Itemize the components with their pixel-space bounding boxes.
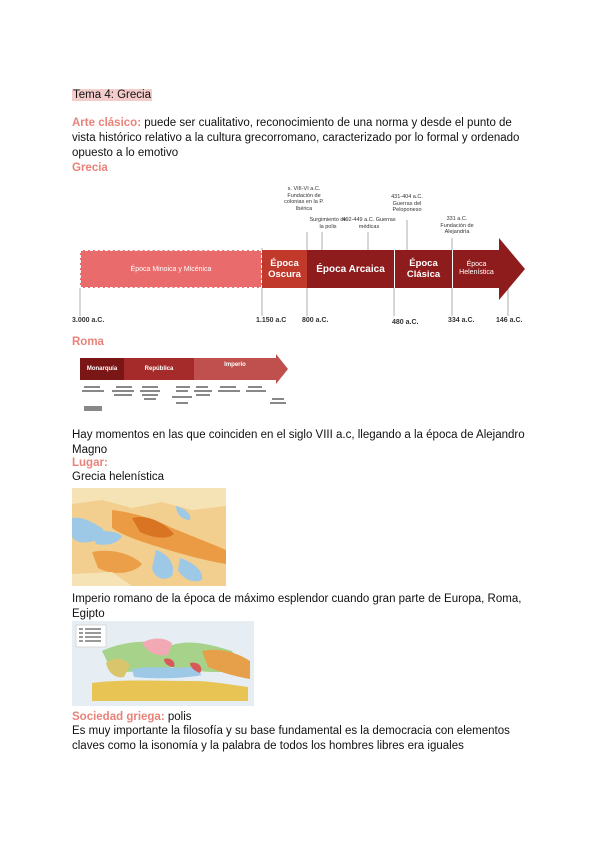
segment-dark-age (262, 250, 307, 288)
society-paragraph: Es muy importante la filosofía y su base fundamental es la democracia con elementos claves como la isonomía y la palabra de todos los hombres libres era iguales (72, 725, 510, 752)
rome-timeline (72, 354, 292, 419)
segment-minoan (80, 250, 262, 288)
date-3000: 3.000 a.C. (72, 317, 105, 324)
rome-label: Roma (72, 336, 104, 348)
rome-arrow-head (276, 354, 288, 384)
place-label: Lugar: (72, 457, 108, 469)
date-1150: 1.150 a.C (256, 317, 287, 324)
segment-hellenistic (452, 250, 500, 288)
segment-classical-label: Época Clásica (406, 258, 441, 280)
rome-segment-monarchy-label: Monarquía (86, 366, 118, 372)
roman-empire-paragraph: Imperio romano de la época de máximo esplendor cuando gran parte de Europa, Roma, Egipto (72, 593, 522, 620)
annotation-polis: Surgimiento de la polis (309, 217, 347, 230)
rome-segment-monarchy (80, 358, 124, 380)
coincide-paragraph: Hay momentos en las que coinciden en el siglo VIII a.c, llegando a la época de Alejandro Magno (72, 429, 525, 456)
roman-empire-map (72, 621, 254, 706)
page-title (72, 88, 152, 103)
hellenistic-map (72, 488, 226, 586)
segment-archaic-label: Época Arcaica (316, 263, 385, 275)
classic-art-definition: puede ser cualitativo, reconocimiento de una norma y desde el punto de vista histórico relativo a la cultura grecorromano, caracterizado por lo formal y ordenado opuesto a lo emotivo (72, 117, 520, 159)
segment-minoan-label: Época Minoica y Micénica (130, 265, 212, 273)
rome-segment-empire (194, 358, 276, 380)
date-480: 480 a.C. (392, 319, 419, 326)
rome-segment-republic-label: República (144, 366, 174, 372)
rome-segment-empire-label: Imperio (224, 361, 246, 368)
date-800: 800 a.C. (302, 317, 329, 324)
page-title-text: Tema 4: Grecia (73, 89, 151, 101)
segment-archaic (307, 250, 394, 288)
annotation-peloponnese-wars: 431-404 a.C. Guerras del Peloponeso (391, 194, 423, 213)
timeline-arrow-head (499, 238, 525, 300)
segment-hellenistic-label: Época Helenística (459, 261, 494, 276)
society-term: Sociedad griega: (72, 711, 165, 723)
hellenistic-map-image (72, 488, 226, 586)
roman-empire-map-image (72, 621, 254, 706)
hellenistic-label: Grecia helenística (72, 471, 165, 483)
rome-annotations (72, 382, 292, 418)
society-value: polis (164, 711, 192, 723)
classic-art-paragraph (72, 116, 524, 161)
segment-classical (394, 250, 452, 288)
society-heading (72, 710, 192, 725)
annotation-medic-wars: 492-449 a.C. Guerras médicas (342, 217, 396, 230)
annotation-colonies: s. VIII-VI a.C. Fundación de colonias en la P. Ibérica (284, 186, 324, 212)
annotation-alexandria: 331 a.C. Fundación de Alejandría (440, 216, 474, 235)
date-146: 146 a.C. (496, 317, 523, 324)
segment-dark-age-label: Época Oscura (268, 258, 301, 280)
rome-segment-republic (124, 358, 194, 380)
date-334: 334 a.C. (448, 317, 475, 324)
greece-label: Grecia (72, 162, 108, 174)
greece-timeline (72, 180, 532, 330)
classic-art-term: Arte clásico: (72, 117, 142, 129)
